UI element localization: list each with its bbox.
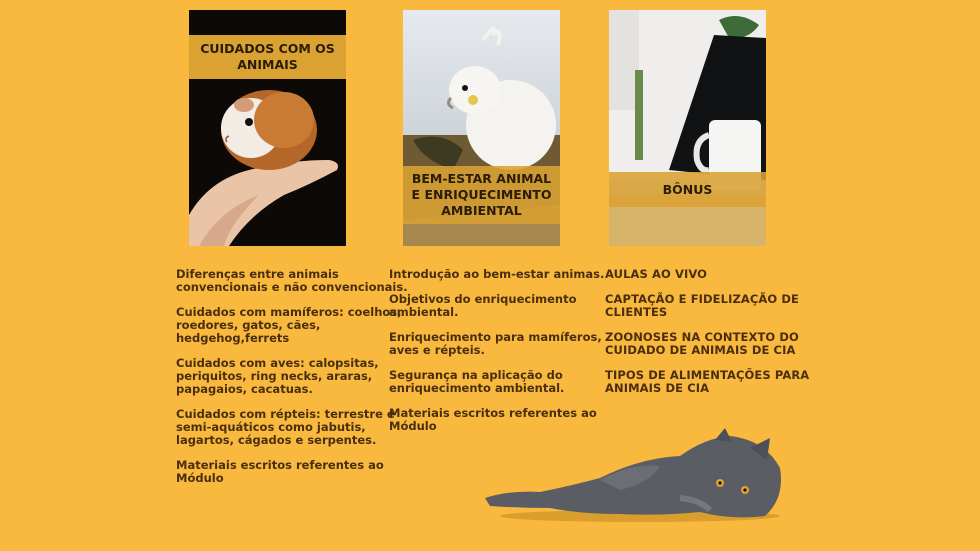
list-item: CAPTAÇÃO E FIDELIZAÇÃO DE CLIENTES xyxy=(605,292,800,319)
list-item: Diferenças entre animais convencionais e não convencionais. xyxy=(176,267,408,294)
column-cuidados xyxy=(176,268,408,497)
card-label: BEM-ESTAR ANIMAL E ENRIQUECIMENTO AMBIENTAL xyxy=(403,166,560,224)
card-cuidados xyxy=(189,10,346,246)
list-item: Segurança na aplicação do enriquecimento ambiental. xyxy=(389,368,565,395)
list-item: Enriquecimento para mamíferos, aves e répteis. xyxy=(389,330,602,357)
list-item: Objetivos do enriquecimento ambiental. xyxy=(389,292,577,319)
card-bonus xyxy=(609,10,766,246)
list-item: Cuidados com aves: calopsitas, periquitos, ring necks, araras, papagaios, cacatuas. xyxy=(176,356,379,396)
list-item: ZOONOSES NA CONTEXTO DO CUIDADO DE ANIMAIS DE CIA xyxy=(605,330,799,357)
column-bonus xyxy=(605,268,809,407)
list-item: Materiais escritos referentes ao Módulo xyxy=(176,458,384,485)
list-item: TIPOS DE ALIMENTAÇÕES PARA ANIMAIS DE CIA xyxy=(605,368,810,395)
list-item: Introdução ao bem-estar animas. xyxy=(389,267,605,281)
card-bem-estar xyxy=(403,10,560,246)
list-item: Cuidados com répteis: terrestre e semi-aquáticos como jabutis, lagartos, cágados e serpentes. xyxy=(176,407,395,447)
card-label: CUIDADOS COM OS ANIMAIS xyxy=(189,35,346,79)
laptop-image xyxy=(609,10,766,246)
cat-image xyxy=(480,428,785,523)
list-item: Cuidados com mamíferos: coelhos, roedores, gatos, cães, hedgehog,ferrets xyxy=(176,305,402,345)
column-bem-estar xyxy=(389,268,604,445)
list-item: Materiais escritos referentes ao Módulo xyxy=(389,406,597,433)
card-label: BÔNUS xyxy=(609,172,766,207)
list-item: AULAS AO VIVO xyxy=(605,267,708,281)
